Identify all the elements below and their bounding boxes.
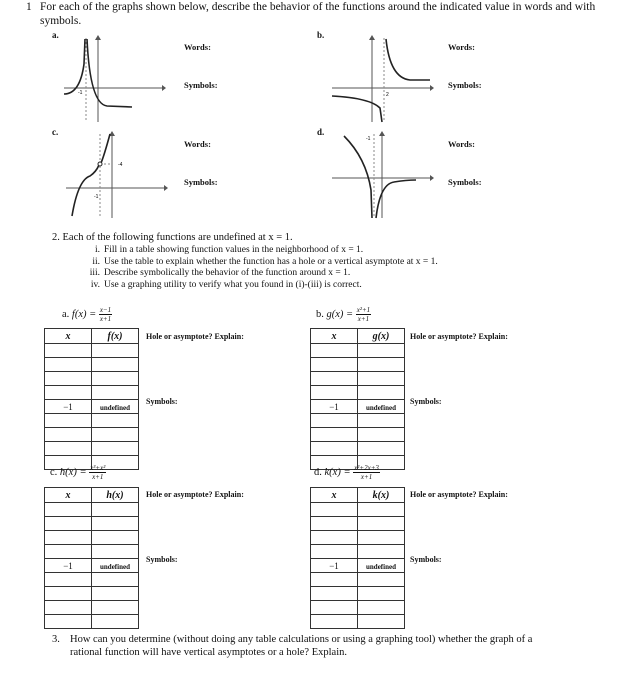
- question-2-item-2: ii. Use the table to explain whether the function has a hole or a vertical asymptote at x = 1.: [92, 256, 438, 267]
- table-a-hole-label: Hole or asymptote? Explain:: [146, 332, 244, 341]
- graph-a-right-branch: [87, 39, 132, 107]
- graph-c-x-arrow: [164, 185, 168, 191]
- table-b-cell[interactable]: [311, 442, 358, 456]
- question-2-item-4: iv. Use a graphing utility to verify what you found in (i)-(iii) is correct.: [90, 279, 362, 290]
- graph-b-y-arrow: [369, 35, 375, 40]
- function-d-label: d. k(x) = $\frac{\text{x²+2x+3}}{x+1}$: [314, 464, 379, 481]
- table-b-cell[interactable]: [358, 414, 405, 428]
- graph-c-hole: [98, 162, 102, 166]
- graph-c-words-label: Words:: [184, 139, 211, 149]
- table-a-cell[interactable]: [92, 442, 139, 456]
- table-c-cell[interactable]: [45, 615, 92, 629]
- table-b-cell[interactable]: [358, 358, 405, 372]
- table-b-cell[interactable]: [311, 372, 358, 386]
- function-c-label: c. h(x) = $\frac{\text{x³+x²}}{x+1}$: [50, 464, 106, 481]
- table-b-cell[interactable]: [311, 414, 358, 428]
- graph-a: [62, 34, 166, 124]
- function-b-label: b. g(x) = $\frac{\text{x²+1}}{x+1}$: [316, 306, 371, 323]
- graph-b-symbols-label: Symbols:: [448, 80, 482, 90]
- table-d-x-value: −1: [311, 559, 358, 573]
- table-b-cell[interactable]: [358, 372, 405, 386]
- graph-c-letter: c.: [52, 127, 59, 137]
- graph-a-words-label: Words:: [184, 42, 211, 52]
- table-d: [310, 487, 405, 629]
- table-c-symbols-label: Symbols:: [146, 555, 178, 564]
- table-c-cell[interactable]: [92, 573, 139, 587]
- table-d-hole-label: Hole or asymptote? Explain:: [410, 490, 508, 499]
- table-c-cell[interactable]: [92, 601, 139, 615]
- table-c-hole-label: Hole or asymptote? Explain:: [146, 490, 244, 499]
- table-b-cell[interactable]: [358, 344, 405, 358]
- graph-a-tick: -1: [78, 90, 83, 96]
- table-c-cell[interactable]: [92, 545, 139, 559]
- table-c-cell[interactable]: [45, 573, 92, 587]
- graph-b-x-arrow: [430, 85, 434, 91]
- table-c-cell[interactable]: [92, 503, 139, 517]
- graph-c-tick-2: -1: [94, 194, 99, 200]
- table-c-cell[interactable]: [45, 545, 92, 559]
- question-2: [52, 231, 592, 244]
- table-a-cell[interactable]: [45, 414, 92, 428]
- table-b-symbols-label: Symbols:: [410, 397, 442, 406]
- table-a-cell[interactable]: [92, 386, 139, 400]
- table-d-cell[interactable]: [358, 545, 405, 559]
- table-b-cell[interactable]: [311, 358, 358, 372]
- graph-d-y-arrow: [379, 131, 385, 136]
- question-1: [26, 0, 600, 28]
- table-a: [44, 328, 139, 470]
- question-2-items: [84, 245, 594, 291]
- table-d-cell[interactable]: [358, 615, 405, 629]
- table-c: [44, 487, 139, 629]
- graph-d: [330, 130, 434, 220]
- table-d-symbols-label: Symbols:: [410, 555, 442, 564]
- function-a-label: a. f(x) = $\frac{x-1}{x+1}$: [62, 306, 112, 323]
- question-2-item-3: iii. Describe symbolically the behavior of the function around x = 1.: [89, 268, 351, 278]
- table-c-cell[interactable]: [92, 615, 139, 629]
- table-d-cell[interactable]: [311, 587, 358, 601]
- table-a-fn-header: f(x): [92, 329, 139, 344]
- table-b-x-value: −1: [311, 400, 358, 414]
- graph-d-letter: d.: [317, 127, 325, 137]
- table-d-cell[interactable]: [311, 615, 358, 629]
- table-a-cell[interactable]: [92, 372, 139, 386]
- table-b-cell[interactable]: [311, 344, 358, 358]
- table-d-cell[interactable]: [311, 573, 358, 587]
- graph-c-right-branch: [101, 134, 110, 163]
- table-d-cell[interactable]: [358, 503, 405, 517]
- table-b-undefined: undefined: [366, 403, 396, 412]
- graph-b-letter: b.: [317, 30, 325, 40]
- graph-a-letter: a.: [52, 30, 59, 40]
- table-c-cell[interactable]: [45, 587, 92, 601]
- table-c-cell[interactable]: [45, 601, 92, 615]
- graph-c-symbols-label: Symbols:: [184, 177, 218, 187]
- table-b-cell[interactable]: [358, 428, 405, 442]
- graph-d-symbols-label: Symbols:: [448, 177, 482, 187]
- question-3: [52, 633, 552, 659]
- graph-b-words-label: Words:: [448, 42, 475, 52]
- table-c-cell[interactable]: [92, 587, 139, 601]
- table-b-cell[interactable]: [358, 386, 405, 400]
- table-b-fn-header: g(x): [358, 329, 405, 344]
- question-2-item-1: i. Fill in a table showing function values in the neighborhood of x = 1.: [94, 245, 364, 255]
- table-d-x-header: x: [311, 488, 358, 503]
- table-d-cell[interactable]: [311, 531, 358, 545]
- graph-c: [64, 130, 168, 220]
- question-2-prompt: Each of the following functions are undefined at x = 1.: [62, 232, 293, 243]
- table-a-cell[interactable]: [92, 358, 139, 372]
- table-a-cell[interactable]: [92, 414, 139, 428]
- graph-a-left-branch: [64, 39, 85, 94]
- table-c-cell[interactable]: [45, 517, 92, 531]
- question-3-prompt: How can you determine (without doing any table calculations or using a graphing tool) whether the graph of a rational function will have vertical asymptotes or a hole? Explain.: [70, 634, 533, 658]
- table-d-cell[interactable]: [358, 573, 405, 587]
- table-d-cell[interactable]: [311, 503, 358, 517]
- table-a-undefined: undefined: [100, 403, 130, 412]
- table-d-cell[interactable]: [311, 545, 358, 559]
- table-a-symbols-label: Symbols:: [146, 397, 178, 406]
- table-d-cell[interactable]: [311, 601, 358, 615]
- table-d-undefined: undefined: [366, 562, 396, 571]
- table-c-cell[interactable]: [45, 503, 92, 517]
- graph-b-right-branch: [386, 39, 430, 80]
- table-d-fn-header: k(x): [358, 488, 405, 503]
- question-3-number: 3.: [52, 634, 60, 645]
- table-b-cell[interactable]: [311, 386, 358, 400]
- graph-b: [330, 34, 434, 124]
- question-2-number: 2.: [52, 232, 60, 243]
- graph-a-x-arrow: [162, 85, 166, 91]
- table-a-x-header: x: [45, 329, 92, 344]
- table-c-fn-header: h(x): [92, 488, 139, 503]
- graph-a-y-arrow: [95, 35, 101, 40]
- table-c-cell[interactable]: [45, 531, 92, 545]
- table-c-undefined: undefined: [100, 562, 130, 571]
- table-a-cell[interactable]: [45, 442, 92, 456]
- table-a-cell[interactable]: [45, 344, 92, 358]
- table-a-x-value: −1: [45, 400, 92, 414]
- table-b-cell[interactable]: [358, 442, 405, 456]
- graph-c-tick: -4: [118, 162, 123, 168]
- table-d-cell[interactable]: [358, 531, 405, 545]
- table-d-cell[interactable]: [358, 587, 405, 601]
- table-a-cell[interactable]: [45, 428, 92, 442]
- table-b-x-header: x: [311, 329, 358, 344]
- table-c-x-value: −1: [45, 559, 92, 573]
- table-a-cell[interactable]: [45, 358, 92, 372]
- table-a-cell[interactable]: [92, 428, 139, 442]
- table-a-cell[interactable]: [92, 344, 139, 358]
- table-b-cell[interactable]: [311, 428, 358, 442]
- graph-b-left-branch: [332, 96, 382, 122]
- table-a-cell[interactable]: [45, 372, 92, 386]
- graph-d-left-branch: [344, 136, 372, 218]
- table-d-cell[interactable]: [358, 601, 405, 615]
- graph-b-tick: 2: [386, 92, 389, 98]
- table-d-cell[interactable]: [358, 517, 405, 531]
- graph-d-x-arrow: [430, 175, 434, 181]
- graph-d-words-label: Words:: [448, 139, 475, 149]
- graph-d-tick: -1: [366, 136, 371, 142]
- table-c-x-header: x: [45, 488, 92, 503]
- graph-c-left-branch: [72, 165, 99, 216]
- table-c-cell[interactable]: [92, 517, 139, 531]
- question-1-number: 1: [26, 1, 32, 13]
- graph-a-symbols-label: Symbols:: [184, 80, 218, 90]
- table-d-cell[interactable]: [311, 517, 358, 531]
- table-c-cell[interactable]: [92, 531, 139, 545]
- table-b-hole-label: Hole or asymptote? Explain:: [410, 332, 508, 341]
- table-b: [310, 328, 405, 470]
- question-1-prompt: For each of the graphs shown below, describe the behavior of the functions around the indicated value in words and with symbols.: [40, 1, 596, 27]
- table-a-cell[interactable]: [45, 386, 92, 400]
